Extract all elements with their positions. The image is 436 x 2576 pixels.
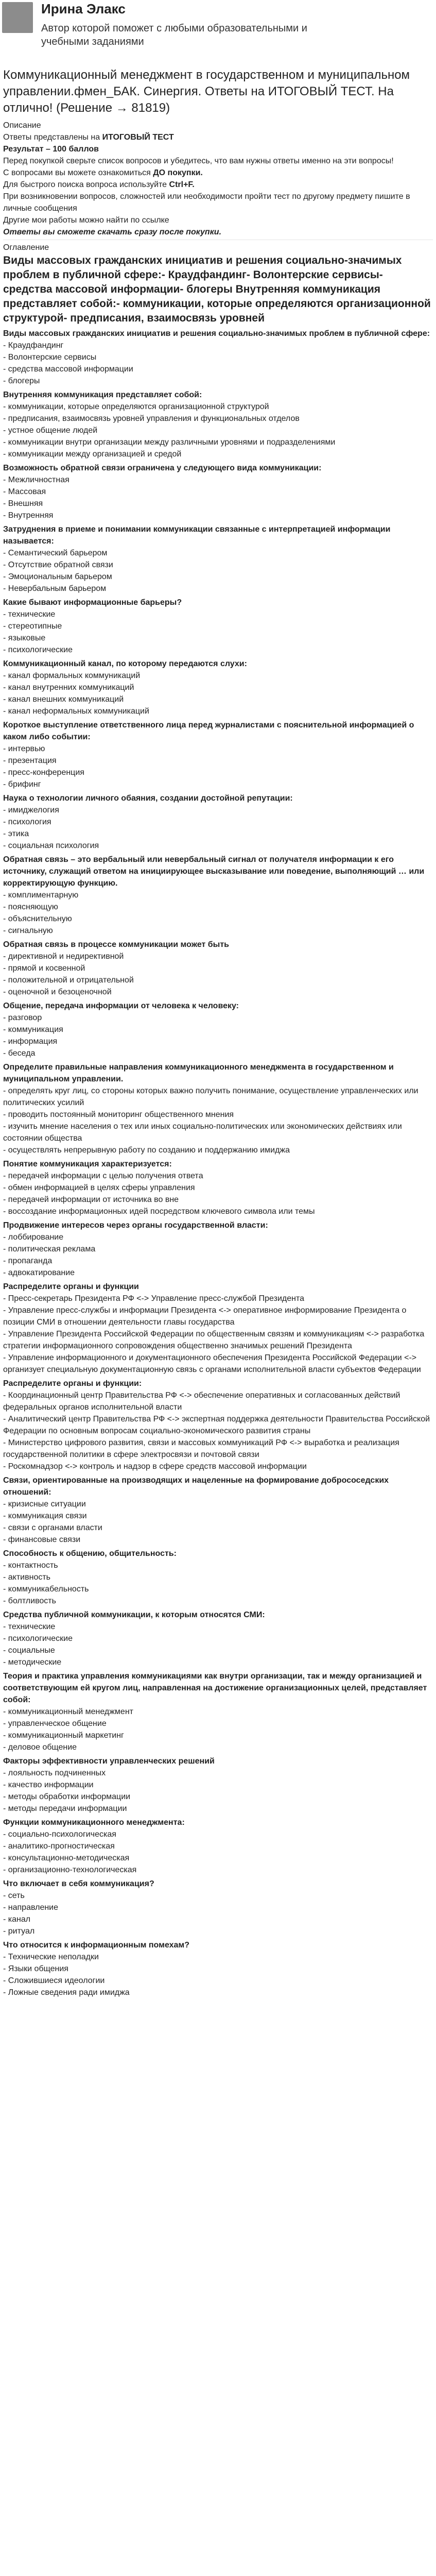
page-title: Коммуникационный менеджмент в государственном и муниципальном управлении.фмен_БАК. Синергия. Ответы на ИТОГОВЫЙ ТЕСТ. На отлично! (Решение → 81819) bbox=[3, 68, 410, 115]
answer-option: - коммуникация связи bbox=[3, 1512, 87, 1520]
author-name[interactable]: Ирина Элакс bbox=[41, 1, 126, 16]
answer-option: - Аналитический центр Правительства РФ <-> экспертная поддержка деятельности Правительства Российской Федерации по основным вопросам социально-экономического развития страны bbox=[3, 1415, 430, 1435]
answer-option: - социально-психологическая bbox=[3, 1830, 116, 1839]
answer-option: - коммуникабельность bbox=[3, 1585, 89, 1594]
answer-option: - коммуникации, которые определяются организационной структурой bbox=[3, 402, 269, 411]
answer-option: - беседа bbox=[3, 1049, 36, 1058]
answer-option: - стереотипные bbox=[3, 622, 62, 631]
intro-text-3 bbox=[3, 179, 433, 191]
answer-option: - Сложившиеся идеологии bbox=[3, 1976, 105, 1985]
question-text: Возможность обратной связи ограничена у следующего вида коммуникации: bbox=[3, 464, 322, 472]
answer-option: - технические bbox=[3, 1622, 56, 1631]
answer-option: - информация bbox=[3, 1037, 58, 1046]
question-text: Связи, ориентированные на производящих и нацеленные на формирование добрососедских отношений: bbox=[3, 1476, 389, 1497]
question-text: Определите правильные направления коммуникационного менеджмента в государственном и муниципальном управлении. bbox=[3, 1063, 394, 1083]
question-text: Затруднения в приеме и понимании коммуникации связанные с интерпретацией информации называется: bbox=[3, 525, 391, 546]
answer-option: - лоббирование bbox=[3, 1233, 64, 1242]
answer-option: - Внутренняя bbox=[3, 511, 54, 520]
answer-option: - проводить постоянный мониторинг общественного мнения bbox=[3, 1110, 234, 1119]
answer-option: - лояльность подчиненных bbox=[3, 1769, 106, 1777]
question-text: Что включает в себя коммуникация? bbox=[3, 1879, 154, 1888]
answer-option: - Языки общения bbox=[3, 1964, 68, 1973]
answer-option: - психологические bbox=[3, 646, 73, 654]
answer-option: - политическая реклама bbox=[3, 1245, 96, 1253]
question-text: Наука о технологии личного обаяния, создании достойной репутации: bbox=[3, 794, 293, 803]
answer-option: - кризисные ситуации bbox=[3, 1500, 86, 1509]
answer-option: - финансовые связи bbox=[3, 1535, 81, 1544]
answer-option: - этика bbox=[3, 829, 29, 838]
answer-option: - комплиментарную bbox=[3, 891, 79, 900]
answer-option: - Массовая bbox=[3, 487, 46, 496]
intro-text-1: Перед покупкой сверьте список вопросов и убедитесь, что вам нужны ответы именно на эти вопросы! bbox=[3, 157, 394, 165]
question-text: Коммуникационный канал, по которому передаются слухи: bbox=[3, 659, 247, 668]
answer-option: - коммуникации между организацией и средой bbox=[3, 450, 182, 459]
answer-option: - определять круг лиц, со стороны которых важно получить понимание, осуществление управленческих или политических усилий bbox=[3, 1087, 418, 1107]
answer-option: - имиджелогия bbox=[3, 806, 59, 815]
answer-option: - пропаганда bbox=[3, 1257, 53, 1265]
question-text: Внутренняя коммуникация представляет собой: bbox=[3, 391, 202, 399]
answer-option: - Краудфандинг bbox=[3, 341, 64, 350]
questions-list bbox=[3, 328, 433, 1998]
author-box bbox=[41, 0, 329, 48]
question-text: Короткое выступление ответственного лица перед журналистами с пояснительной информацией о каком либо событии: bbox=[3, 721, 414, 741]
answer-option: - поясняющую bbox=[3, 903, 58, 911]
answer-option: - направление bbox=[3, 1903, 59, 1912]
answer-option: - психологические bbox=[3, 1634, 73, 1643]
question-text: Продвижение интересов через органы государственной власти: bbox=[3, 1221, 268, 1230]
answer-option: - Управление Президента Российской Федерации по общественным связям и коммуникациям <-> разработка стратегии информационного сопровождения общественно значимых решений Президента bbox=[3, 1330, 425, 1350]
answer-option: - коммуникации внутри организации между различными уровнями и подразделениями bbox=[3, 438, 336, 447]
answer-option: - Отсутствие обратной связи bbox=[3, 561, 113, 569]
answer-option: - управленческое общение bbox=[3, 1719, 107, 1728]
answer-option: - деловое общение bbox=[3, 1743, 77, 1752]
answer-option: - Внешняя bbox=[3, 499, 43, 508]
toc-label: Оглавление bbox=[3, 243, 49, 252]
answer-option: - сеть bbox=[3, 1891, 25, 1900]
answer-option: - методы обработки информации bbox=[3, 1792, 131, 1801]
answer-option: - технические bbox=[3, 610, 56, 619]
question-text: Понятие коммуникация характеризуется: bbox=[3, 1160, 172, 1168]
answer-option: - директивной и недирективной bbox=[3, 952, 124, 961]
intro-3-bold: Ctrl+F. bbox=[169, 180, 195, 189]
answer-option: - прямой и косвенной bbox=[3, 964, 85, 973]
answer-option: - социальная психология bbox=[3, 841, 99, 850]
question-text: Что относится к информационным помехам? bbox=[3, 1941, 190, 1950]
answer-option: - Министерство цифрового развития, связи и массовых коммуникаций РФ <-> выработка и реализация государственной политики в сфере электросвязи и почтовой связи bbox=[3, 1438, 399, 1459]
answer-option: - пресс-конференция bbox=[3, 768, 84, 777]
answer-option: - Управление пресс-службы и информации Президента <-> оперативное информирование Президента о позиции СМИ в отношении деятельности главы государства bbox=[3, 1306, 407, 1327]
answer-option: - Эмоциональным барьером bbox=[3, 572, 112, 581]
answer-option: - канал формальных коммуникаций bbox=[3, 671, 141, 680]
answer-option: - обмен информацией в целях сферы управления bbox=[3, 1183, 195, 1192]
author-header bbox=[0, 0, 436, 67]
answer-option: - сигнальную bbox=[3, 926, 53, 935]
answer-option: - организационно-технологическая bbox=[3, 1866, 137, 1874]
author-description: Автор которой поможет с любыми образовательными и учебными заданиями bbox=[41, 23, 307, 47]
answer-option: - блогеры bbox=[3, 377, 40, 385]
question-text: Средства публичной коммуникации, к которым относятся СМИ: bbox=[3, 1611, 265, 1619]
answer-option: - презентация bbox=[3, 756, 57, 765]
intro-3-prefix: Для быстрого поиска вопроса используйте bbox=[3, 180, 169, 189]
answer-option: - коммуникационный маркетинг bbox=[3, 1731, 124, 1740]
intro-text-4: При возникновении вопросов, сложностей или необходимости пройти тест по другому предмету пишите в личные сообщения bbox=[3, 192, 410, 213]
answer-option: - положительной и отрицательной bbox=[3, 976, 134, 985]
question-text: Общение, передача информации от человека к человеку: bbox=[3, 1002, 239, 1010]
answer-option: - коммуникационный менеджмент bbox=[3, 1707, 133, 1716]
question-text: Теория и практика управления коммуникациями как внутри организации, так и между организацией и соответствующим ей кругом лиц, направленная на достижение организационных целей, представляет собой: bbox=[3, 1672, 427, 1704]
answer-option: - ритуал bbox=[3, 1927, 35, 1936]
answer-option: - методические bbox=[3, 1658, 62, 1667]
answer-option: - языковые bbox=[3, 634, 46, 642]
intro-2-prefix: С вопросами вы можете ознакомиться bbox=[3, 168, 153, 177]
answer-option: - коммуникация bbox=[3, 1025, 63, 1034]
result-line: Результат – 100 баллов bbox=[3, 145, 99, 154]
answer-option: - предписания, взаимосвязь уровней управления и функциональных отделов bbox=[3, 414, 300, 423]
answer-option: - средства массовой информации bbox=[3, 365, 133, 374]
answer-option: - методы передачи информации bbox=[3, 1804, 127, 1813]
toc-title: Виды массовых гражданских инициатив и решения социально-значимых проблем в публичной сфере:- Краудфандинг- Волонтерские сервисы- средства массовой информации- блогеры Внутренняя коммуникация представляет собой:- коммуникации, которые определяются организационной структурой- предписания, взаимосвязь уровней bbox=[3, 255, 431, 324]
answer-option: - передачей информации с целью получения ответа bbox=[3, 1172, 203, 1180]
answer-option: - передачей информации от источника во вне bbox=[3, 1195, 179, 1204]
intro-text-2 bbox=[3, 167, 433, 179]
answer-option: - психология bbox=[3, 818, 51, 826]
answer-option: - Межличностная bbox=[3, 476, 69, 484]
answer-option: - Волонтерские сервисы bbox=[3, 353, 97, 362]
answer-option: - канал внутренних коммуникаций bbox=[3, 683, 134, 692]
answers-prefix: Ответы представлены на bbox=[3, 133, 102, 142]
answer-option: - болтливость bbox=[3, 1597, 56, 1605]
question-text: Функции коммуникационного менеджмента: bbox=[3, 1818, 185, 1827]
question-text: Виды массовых гражданских инициатив и решения социально-значимых проблем в публичной сфере: bbox=[3, 329, 430, 338]
answer-option: - Невербальным барьером bbox=[3, 584, 107, 593]
answer-option: - активность bbox=[3, 1573, 51, 1582]
download-note: Ответы вы сможете скачать сразу после покупки. bbox=[3, 228, 222, 236]
question-text: Распределите органы и функции bbox=[3, 1282, 139, 1291]
answer-option: - Технические неполадки bbox=[3, 1953, 99, 1961]
answer-option: - Пресс-секретарь Президента РФ <-> Управление пресс-службой Президента bbox=[3, 1294, 304, 1303]
question-text: Факторы эффективности управленческих решений bbox=[3, 1757, 215, 1766]
answer-option: - изучить мнение населения о тех или иных социально-политических или экономических действиях или состоянии общества bbox=[3, 1122, 402, 1143]
answer-option: - интервью bbox=[3, 744, 45, 753]
question-text: Обратная связь в процессе коммуникации может быть bbox=[3, 940, 230, 949]
answer-option: - осуществлять непрерывную работу по созданию и поддержанию имиджа bbox=[3, 1146, 290, 1155]
answer-option: - социальные bbox=[3, 1646, 55, 1655]
answer-option: - Управление информационного и документационного обеспечения Президента Российской Федерации <-> организует специальную документационную связь с органами исполнительной власти субъектов Федерации bbox=[3, 1353, 421, 1374]
question-text: Распределите органы и функции: bbox=[3, 1379, 142, 1388]
answer-option: - объяснительную bbox=[3, 914, 72, 923]
answer-option: - контактность bbox=[3, 1561, 58, 1570]
answers-line bbox=[3, 131, 433, 143]
answer-option: - адвокатирование bbox=[3, 1268, 75, 1277]
answer-option: - Координационный центр Правительства РФ <-> обеспечение оперативных и согласованных действий федеральных органов исполнительной власти bbox=[3, 1391, 400, 1412]
question-text: Какие бывают информационные барьеры? bbox=[3, 598, 182, 607]
answer-option: - оценочной и безоценочной bbox=[3, 988, 112, 996]
answer-option: - разговор bbox=[3, 1013, 42, 1022]
answer-option: - Ложные сведения ради имиджа bbox=[3, 1988, 130, 1997]
question-text: Обратная связь – это вербальный или невербальный сигнал от получателя информации к его источнику, служащий ответом на инициирующее высказывание или поведение, выполняющий … или корректирующую функцию. bbox=[3, 855, 425, 888]
answer-option: - воссоздание информационных идей посредством ключевого символа или темы bbox=[3, 1207, 315, 1216]
answer-option: - качество информации bbox=[3, 1781, 94, 1789]
answer-option: - консультационно-методическая bbox=[3, 1854, 130, 1862]
answer-option: - брифинг bbox=[3, 780, 41, 789]
answer-option: - аналитико-прогностическая bbox=[3, 1842, 115, 1851]
answer-option: - Семантический барьером bbox=[3, 549, 108, 557]
document-content bbox=[0, 67, 436, 1998]
avatar[interactable] bbox=[2, 2, 33, 33]
intro-2-bold: ДО покупки. bbox=[153, 168, 203, 177]
answer-option: - устное общение людей bbox=[3, 426, 98, 435]
answer-option: - канал неформальных коммуникаций bbox=[3, 707, 149, 716]
question-text: Способность к общению, общительность: bbox=[3, 1549, 177, 1558]
answer-option: - связи с органами власти bbox=[3, 1523, 102, 1532]
description-label: Описание bbox=[3, 121, 41, 130]
answer-option: - Роскомнадзор <-> контроль и надзор в сфере средств массовой информации bbox=[3, 1462, 307, 1471]
other-works-link[interactable]: Другие мои работы можно найти по ссылке bbox=[3, 216, 169, 225]
answer-option: - канал bbox=[3, 1915, 31, 1924]
answers-bold: ИТОГОВЫЙ ТЕСТ bbox=[102, 133, 174, 142]
answer-option: - канал внешних коммуникаций bbox=[3, 695, 124, 704]
